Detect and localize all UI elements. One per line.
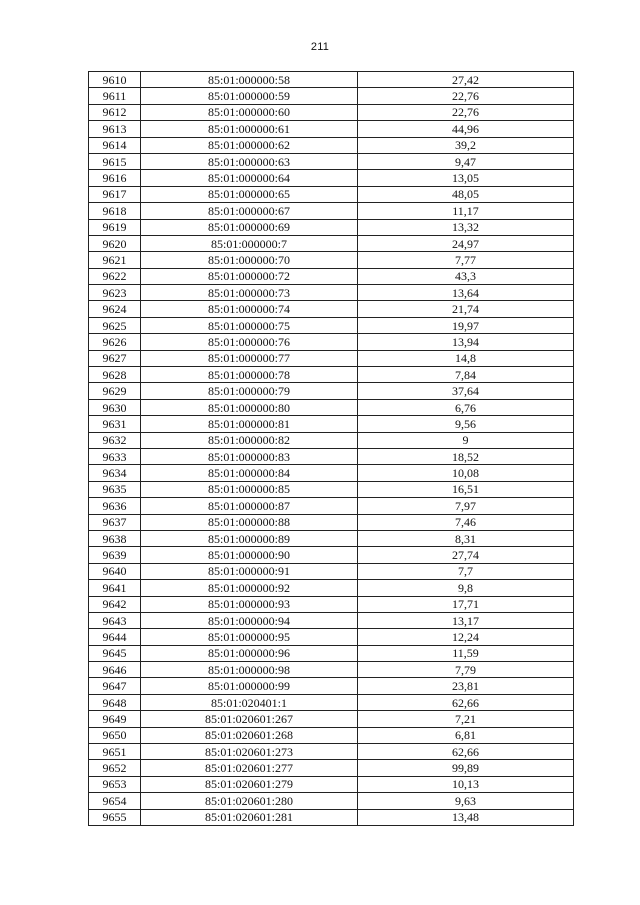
value-cell: 62,66 (358, 694, 574, 710)
cadastral-number-cell: 85:01:020601:273 (141, 744, 358, 760)
table-row (89, 563, 574, 579)
row-number-cell: 9620 (89, 235, 141, 251)
row-number-cell: 9646 (89, 662, 141, 678)
row-number-cell: 9615 (89, 153, 141, 169)
table-row (89, 530, 574, 546)
value-cell: 7,7 (358, 563, 574, 579)
value-cell: 11,17 (358, 203, 574, 219)
value-cell: 19,97 (358, 317, 574, 333)
cadastral-number-cell: 85:01:000000:61 (141, 121, 358, 137)
value-cell: 13,32 (358, 219, 574, 235)
table-row (89, 793, 574, 809)
value-cell: 22,76 (358, 104, 574, 120)
table-row (89, 416, 574, 432)
table-row (89, 186, 574, 202)
cadastral-number-cell: 85:01:000000:89 (141, 530, 358, 546)
table-row (89, 350, 574, 366)
page-number: 211 (310, 41, 330, 53)
value-cell: 62,66 (358, 744, 574, 760)
row-number-cell: 9628 (89, 367, 141, 383)
cadastral-number-cell: 85:01:000000:83 (141, 448, 358, 464)
cadastral-number-cell: 85:01:020601:279 (141, 776, 358, 792)
value-cell: 9,47 (358, 153, 574, 169)
table-row (89, 268, 574, 284)
row-number-cell: 9627 (89, 350, 141, 366)
table-row (89, 235, 574, 251)
table-row (89, 72, 574, 88)
table-row (89, 727, 574, 743)
row-number-cell: 9637 (89, 514, 141, 530)
value-cell: 10,08 (358, 465, 574, 481)
row-number-cell: 9635 (89, 481, 141, 497)
row-number-cell: 9643 (89, 612, 141, 628)
cadastral-number-cell: 85:01:000000:94 (141, 612, 358, 628)
row-number-cell: 9648 (89, 694, 141, 710)
value-cell: 6,76 (358, 399, 574, 415)
cadastral-number-cell: 85:01:000000:60 (141, 104, 358, 120)
table-row (89, 88, 574, 104)
table-row (89, 317, 574, 333)
cadastral-number-cell: 85:01:000000:69 (141, 219, 358, 235)
table-row (89, 301, 574, 317)
row-number-cell: 9631 (89, 416, 141, 432)
cadastral-number-cell: 85:01:000000:88 (141, 514, 358, 530)
row-number-cell: 9618 (89, 203, 141, 219)
row-number-cell: 9617 (89, 186, 141, 202)
value-cell: 7,46 (358, 514, 574, 530)
table-row (89, 694, 574, 710)
value-cell: 37,64 (358, 383, 574, 399)
value-cell: 9,63 (358, 793, 574, 809)
cadastral-number-cell: 85:01:000000:85 (141, 481, 358, 497)
table-row (89, 662, 574, 678)
cadastral-number-cell: 85:01:000000:64 (141, 170, 358, 186)
value-cell: 13,64 (358, 285, 574, 301)
row-number-cell: 9653 (89, 776, 141, 792)
table-row (89, 252, 574, 268)
cadastral-number-cell: 85:01:000000:73 (141, 285, 358, 301)
table-row (89, 596, 574, 612)
value-cell: 9 (358, 432, 574, 448)
cadastral-number-cell: 85:01:000000:95 (141, 629, 358, 645)
cadastral-number-cell: 85:01:000000:67 (141, 203, 358, 219)
table-row (89, 153, 574, 169)
cadastral-number-cell: 85:01:000000:75 (141, 317, 358, 333)
table-row (89, 711, 574, 727)
table-row (89, 383, 574, 399)
row-number-cell: 9624 (89, 301, 141, 317)
row-number-cell: 9651 (89, 744, 141, 760)
table-row (89, 547, 574, 563)
row-number-cell: 9639 (89, 547, 141, 563)
value-cell: 17,71 (358, 596, 574, 612)
cadastral-number-cell: 85:01:000000:79 (141, 383, 358, 399)
value-cell: 12,24 (358, 629, 574, 645)
table-row (89, 121, 574, 137)
value-cell: 10,13 (358, 776, 574, 792)
value-cell: 44,96 (358, 121, 574, 137)
table-row (89, 612, 574, 628)
row-number-cell: 9629 (89, 383, 141, 399)
row-number-cell: 9654 (89, 793, 141, 809)
cadastral-number-cell: 85:01:000000:78 (141, 367, 358, 383)
value-cell: 99,89 (358, 760, 574, 776)
cadastral-number-cell: 85:01:000000:84 (141, 465, 358, 481)
table-row (89, 465, 574, 481)
value-cell: 23,81 (358, 678, 574, 694)
cadastral-number-cell: 85:01:000000:82 (141, 432, 358, 448)
cadastral-number-cell: 85:01:000000:62 (141, 137, 358, 153)
row-number-cell: 9649 (89, 711, 141, 727)
value-cell: 14,8 (358, 350, 574, 366)
cadastral-number-cell: 85:01:020601:267 (141, 711, 358, 727)
table-row (89, 776, 574, 792)
value-cell: 27,42 (358, 72, 574, 88)
table-row (89, 285, 574, 301)
value-cell: 43,3 (358, 268, 574, 284)
cadastral-number-cell: 85:01:020401:1 (141, 694, 358, 710)
table-row (89, 629, 574, 645)
value-cell: 7,21 (358, 711, 574, 727)
row-number-cell: 9630 (89, 399, 141, 415)
cadastral-number-cell: 85:01:000000:93 (141, 596, 358, 612)
table-row (89, 514, 574, 530)
cadastral-number-cell: 85:01:000000:58 (141, 72, 358, 88)
table-row (89, 809, 574, 825)
table-row (89, 104, 574, 120)
cadastral-number-cell: 85:01:000000:70 (141, 252, 358, 268)
cadastral-number-cell: 85:01:020601:277 (141, 760, 358, 776)
cadastral-number-cell: 85:01:000000:63 (141, 153, 358, 169)
value-cell: 13,17 (358, 612, 574, 628)
row-number-cell: 9652 (89, 760, 141, 776)
value-cell: 39,2 (358, 137, 574, 153)
value-cell: 13,05 (358, 170, 574, 186)
row-number-cell: 9650 (89, 727, 141, 743)
row-number-cell: 9632 (89, 432, 141, 448)
value-cell: 48,05 (358, 186, 574, 202)
row-number-cell: 9626 (89, 334, 141, 350)
value-cell: 22,76 (358, 88, 574, 104)
value-cell: 9,56 (358, 416, 574, 432)
value-cell: 7,84 (358, 367, 574, 383)
row-number-cell: 9642 (89, 596, 141, 612)
cadastral-number-cell: 85:01:000000:91 (141, 563, 358, 579)
cadastral-number-cell: 85:01:000000:81 (141, 416, 358, 432)
table-row (89, 334, 574, 350)
table-row (89, 580, 574, 596)
cadastral-number-cell: 85:01:000000:77 (141, 350, 358, 366)
value-cell: 24,97 (358, 235, 574, 251)
row-number-cell: 9612 (89, 104, 141, 120)
value-cell: 18,52 (358, 448, 574, 464)
row-number-cell: 9625 (89, 317, 141, 333)
cadastral-number-cell: 85:01:000000:87 (141, 498, 358, 514)
cadastral-number-cell: 85:01:000000:7 (141, 235, 358, 251)
table-row (89, 137, 574, 153)
registry-table-body (89, 72, 574, 826)
value-cell: 16,51 (358, 481, 574, 497)
cadastral-number-cell: 85:01:000000:74 (141, 301, 358, 317)
row-number-cell: 9644 (89, 629, 141, 645)
cadastral-number-cell: 85:01:000000:96 (141, 645, 358, 661)
value-cell: 21,74 (358, 301, 574, 317)
table-row (89, 432, 574, 448)
table-row (89, 448, 574, 464)
table-row (89, 744, 574, 760)
row-number-cell: 9619 (89, 219, 141, 235)
table-row (89, 219, 574, 235)
cadastral-number-cell: 85:01:000000:59 (141, 88, 358, 104)
value-cell: 11,59 (358, 645, 574, 661)
cadastral-number-cell: 85:01:000000:76 (141, 334, 358, 350)
row-number-cell: 9634 (89, 465, 141, 481)
value-cell: 7,97 (358, 498, 574, 514)
cadastral-number-cell: 85:01:020601:281 (141, 809, 358, 825)
table-row (89, 645, 574, 661)
row-number-cell: 9616 (89, 170, 141, 186)
value-cell: 8,31 (358, 530, 574, 546)
registry-table (88, 71, 574, 826)
value-cell: 13,94 (358, 334, 574, 350)
value-cell: 6,81 (358, 727, 574, 743)
table-row (89, 367, 574, 383)
row-number-cell: 9621 (89, 252, 141, 268)
cadastral-number-cell: 85:01:000000:65 (141, 186, 358, 202)
value-cell: 7,77 (358, 252, 574, 268)
row-number-cell: 9638 (89, 530, 141, 546)
cadastral-number-cell: 85:01:000000:72 (141, 268, 358, 284)
row-number-cell: 9655 (89, 809, 141, 825)
cadastral-number-cell: 85:01:000000:92 (141, 580, 358, 596)
cadastral-number-cell: 85:01:020601:268 (141, 727, 358, 743)
value-cell: 9,8 (358, 580, 574, 596)
row-number-cell: 9613 (89, 121, 141, 137)
table-row (89, 760, 574, 776)
cadastral-number-cell: 85:01:000000:90 (141, 547, 358, 563)
cadastral-number-cell: 85:01:000000:98 (141, 662, 358, 678)
row-number-cell: 9611 (89, 88, 141, 104)
cadastral-number-cell: 85:01:020601:280 (141, 793, 358, 809)
row-number-cell: 9645 (89, 645, 141, 661)
value-cell: 27,74 (358, 547, 574, 563)
table-row (89, 498, 574, 514)
row-number-cell: 9633 (89, 448, 141, 464)
table-row (89, 170, 574, 186)
row-number-cell: 9647 (89, 678, 141, 694)
row-number-cell: 9614 (89, 137, 141, 153)
value-cell: 7,79 (358, 662, 574, 678)
cadastral-number-cell: 85:01:000000:80 (141, 399, 358, 415)
row-number-cell: 9610 (89, 72, 141, 88)
table-row (89, 399, 574, 415)
value-cell: 13,48 (358, 809, 574, 825)
table-row (89, 481, 574, 497)
row-number-cell: 9641 (89, 580, 141, 596)
table-row (89, 678, 574, 694)
row-number-cell: 9622 (89, 268, 141, 284)
table-row (89, 203, 574, 219)
row-number-cell: 9640 (89, 563, 141, 579)
row-number-cell: 9623 (89, 285, 141, 301)
cadastral-number-cell: 85:01:000000:99 (141, 678, 358, 694)
row-number-cell: 9636 (89, 498, 141, 514)
